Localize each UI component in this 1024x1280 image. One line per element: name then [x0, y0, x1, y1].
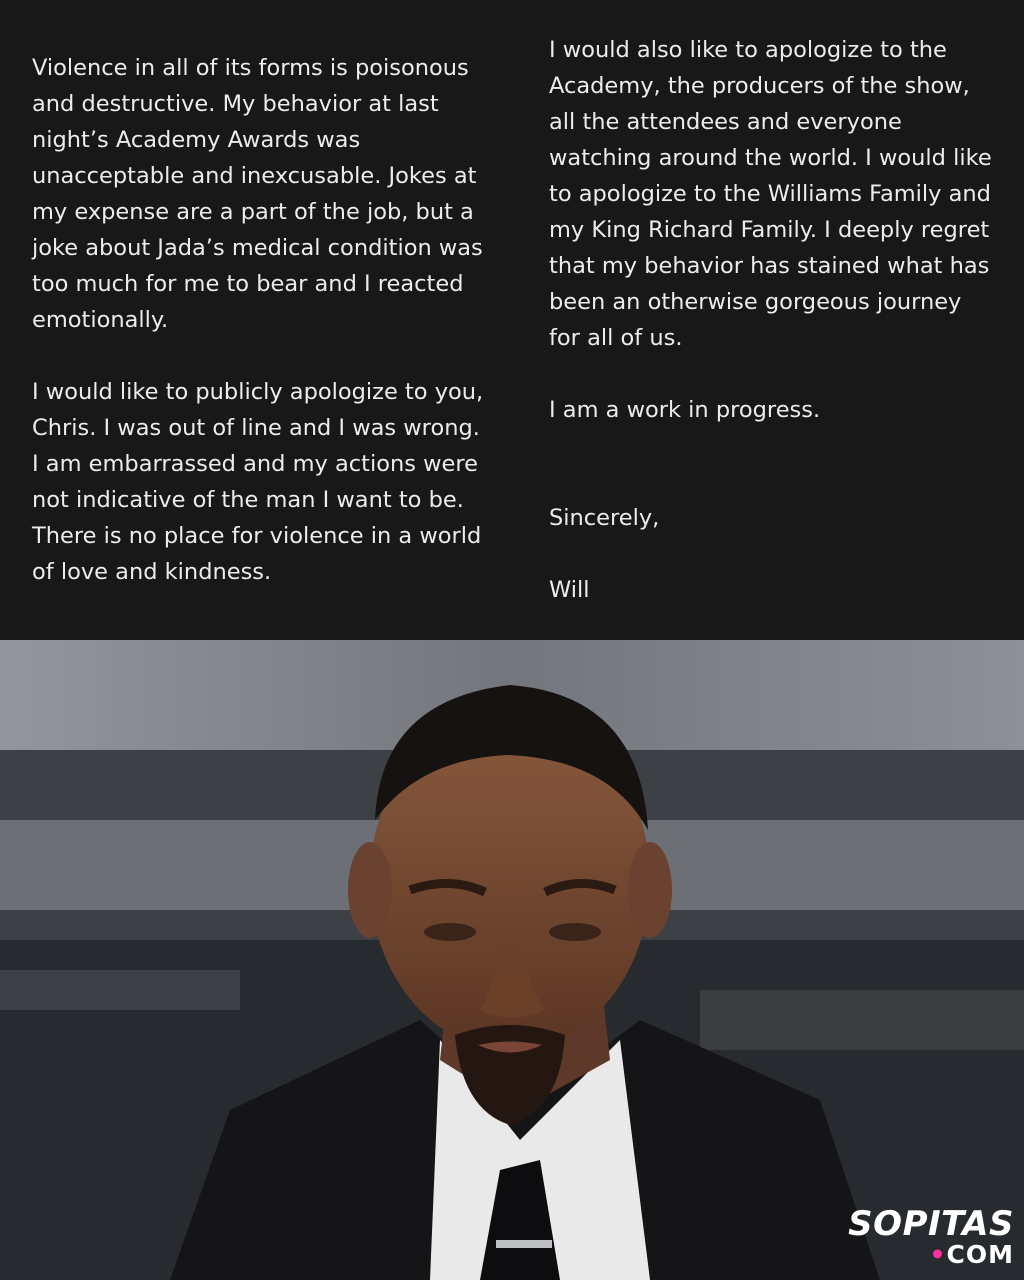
statement-line: joke about Jada’s medical condition was [32, 235, 483, 261]
statement-line: to apologize to the Williams Family and [549, 181, 991, 207]
statement-line: Chris. I was out of line and I was wrong. [32, 415, 480, 441]
statement-line: watching around the world. I would like [549, 145, 992, 171]
statement-line: too much for me to bear and I reacted [32, 271, 464, 297]
statement-line: night’s Academy Awards was [32, 127, 361, 153]
logo-domain: COM [946, 1240, 1014, 1269]
statement-line: that my behavior has stained what has [549, 253, 990, 279]
statement-line: and destructive. My behavior at last [32, 91, 439, 117]
portrait-photo [0, 640, 1024, 1280]
statement-line: Academy, the producers of the show, [549, 73, 970, 99]
signature: Will [549, 577, 590, 603]
statement-line: emotionally. [32, 307, 169, 333]
statement-line: unacceptable and inexcusable. Jokes at [32, 163, 477, 189]
statement-line: Violence in all of its forms is poisonous [32, 55, 469, 81]
sopitas-logo [848, 1206, 1014, 1268]
signoff: Sincerely, [549, 505, 660, 531]
statement-line: I am embarrassed and my actions were [32, 451, 478, 477]
statement-line: I am a work in progress. [549, 397, 821, 423]
statement-line: all the attendees and everyone [549, 109, 902, 135]
statement-line: my King Richard Family. I deeply regret [549, 217, 990, 243]
statement-line: for all of us. [549, 325, 683, 351]
portrait-illustration [0, 640, 1024, 1280]
statement-left-column [32, 50, 492, 590]
statement-line: of love and kindness. [32, 559, 272, 585]
statement-line: been an otherwise gorgeous journey [549, 289, 962, 315]
statement-right-column [549, 32, 999, 608]
statement-line: my expense are a part of the job, but a [32, 199, 474, 225]
logo-wordmark: SOPITAS [848, 1204, 1014, 1244]
statement-line: I would like to publicly apologize to you, [32, 379, 484, 405]
statement-line: There is no place for violence in a world [32, 523, 482, 549]
statement-line: not indicative of the man I want to be. [32, 487, 464, 513]
logo-dot-icon: • [929, 1240, 947, 1269]
statement-line: I would also like to apologize to the [549, 37, 947, 63]
